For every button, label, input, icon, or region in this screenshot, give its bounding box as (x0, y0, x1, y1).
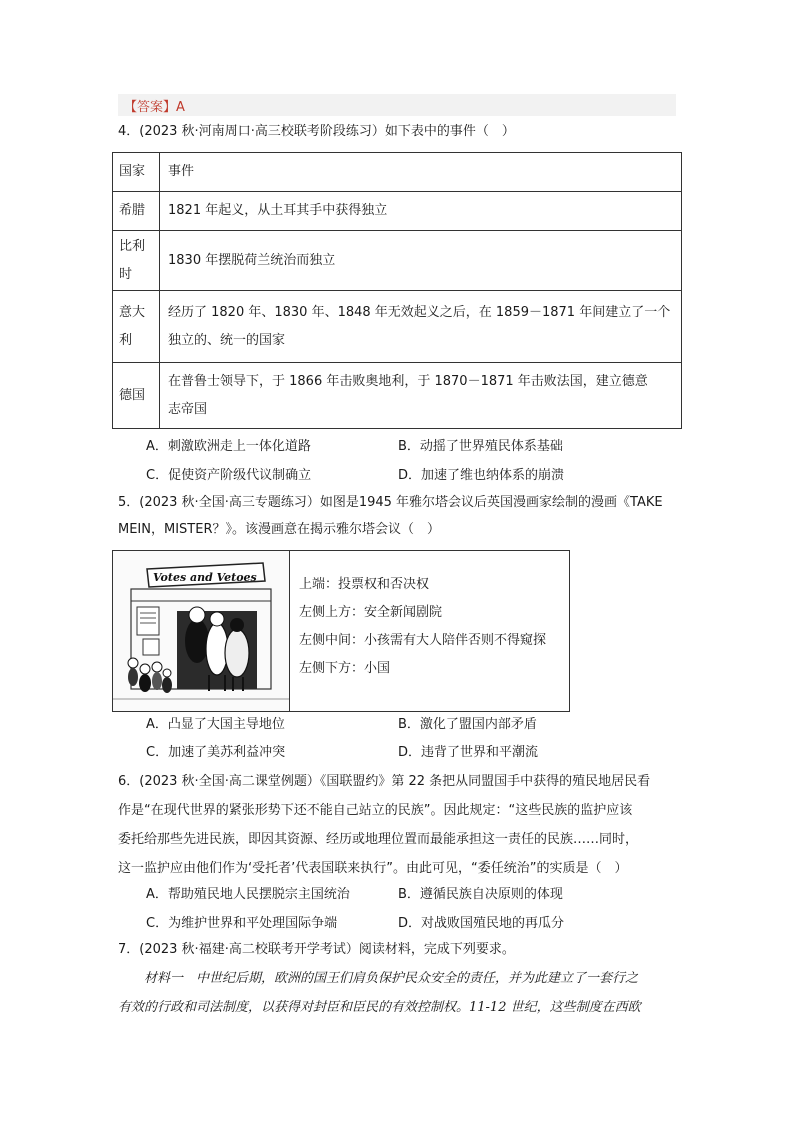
note-top: 上端：投票权和否决权 (299, 577, 430, 592)
event-cell: 1821 年起义，从土耳其手中获得独立 (160, 192, 682, 231)
table-row (113, 363, 682, 429)
q6-option-a[interactable]: A．帮助殖民地人民摆脱宗主国统治 (146, 887, 350, 902)
country-cell: 德国 (113, 363, 160, 429)
q6-line: 这一监护应由他们作为‘受托者’代表国联来执行”。由此可见，“委任统治”的实质是（ ） (118, 861, 628, 876)
q6-option-b[interactable]: B．遵循民族自决原则的体现 (398, 887, 563, 902)
q5-option-d[interactable]: D．违背了世界和平潮流 (398, 745, 539, 760)
q6-line: 委托给那些先进民族，即因其资源、经历或地理位置而最能承担这一责任的民族……同时， (118, 832, 639, 847)
cartoon-box (112, 550, 570, 712)
note-left-lower: 左侧下方：小国 (299, 661, 391, 676)
cartoon-notes (299, 571, 546, 683)
event-cell: 1830 年摆脱荷兰统治而独立 (160, 231, 682, 291)
question-6-stem (118, 767, 684, 883)
header-event: 事件 (160, 153, 682, 192)
q5-option-a[interactable]: A．凸显了大国主导地位 (146, 717, 285, 732)
event-cell: 经历了 1820 年、1830 年、1848 年无效起义之后，在 1859－1871 年间建立了一个 独立的、统一的国家 (160, 291, 682, 363)
answer-bar (118, 94, 676, 116)
country-cell: 比利 时 (113, 231, 160, 291)
material-line: 有效的行政和司法制度，以获得对封臣和臣民的有效控制权。11-12 世纪，这些制度在西欧 (118, 1000, 641, 1015)
q4-option-b[interactable]: B．动摇了世界殖民体系基础 (398, 439, 563, 454)
country-cell: 意大 利 (113, 291, 160, 363)
question-4-stem: 4．(2023 秋·河南周口·高三校联考阶段练习）如下表中的事件（ ） (118, 124, 515, 139)
table-row (113, 291, 682, 363)
q6-option-d[interactable]: D．对战败国殖民地的再瓜分 (398, 916, 565, 931)
question-5-stem-line1: 5．(2023 秋·全国·高三专题练习）如图是1945 年雅尔塔会议后英国漫画家绘制的漫画《TAKE (118, 495, 663, 510)
q4-option-d[interactable]: D．加速了维也纳体系的崩溃 (398, 468, 565, 483)
note-left-middle: 左侧中间：小孩需有大人陪伴否则不得窥探 (299, 633, 547, 648)
q6-option-c[interactable]: C．为维护世界和平处理国际争端 (146, 916, 338, 931)
question-5-stem-line2: MEIN，MISTER？》。该漫画意在揭示雅尔塔会议（ ） (118, 522, 440, 537)
q4-option-c[interactable]: C．促使资产阶级代议制确立 (146, 468, 312, 483)
table-row (113, 192, 682, 231)
country-cell: 希腊 (113, 192, 160, 231)
q5-option-c[interactable]: C．加速了美苏利益冲突 (146, 745, 286, 760)
header-country: 国家 (113, 153, 160, 192)
event-cell: 在普鲁士领导下，于 1866 年击败奥地利，于 1870－1871 年击败法国，建立德意 志帝国 (160, 363, 682, 429)
question-7-material (118, 964, 684, 1022)
q5-option-b[interactable]: B．激化了盟国内部矛盾 (398, 717, 537, 732)
cartoon-sign-text: Votes and Vetoes (153, 571, 257, 584)
answer-label: 【答案】A (124, 100, 185, 115)
q6-line: 6．(2023 秋·全国·高二课堂例题）《国联盟约》第 22 条把从同盟国手中获得的殖民地居民看 (118, 774, 651, 789)
events-table (112, 152, 682, 429)
table-row (113, 231, 682, 291)
table-header-row (113, 153, 682, 192)
note-left-upper: 左侧上方：安全新闻剧院 (299, 605, 443, 620)
q4-option-a[interactable]: A．刺激欧洲走上一体化道路 (146, 439, 311, 454)
question-7-stem: 7．(2023 秋·福建·高二校联考开学考试）阅读材料，完成下列要求。 (118, 942, 515, 957)
material-line: 材料一 中世纪后期，欧洲的国王们肩负保护民众安全的责任，并为此建立了一套行之 (118, 971, 639, 986)
q6-line: 作是“在现代世界的紧张形势下还不能自己站立的民族”。因此规定：“这些民族的监护应该 (118, 803, 633, 818)
cartoon-image (113, 551, 290, 711)
